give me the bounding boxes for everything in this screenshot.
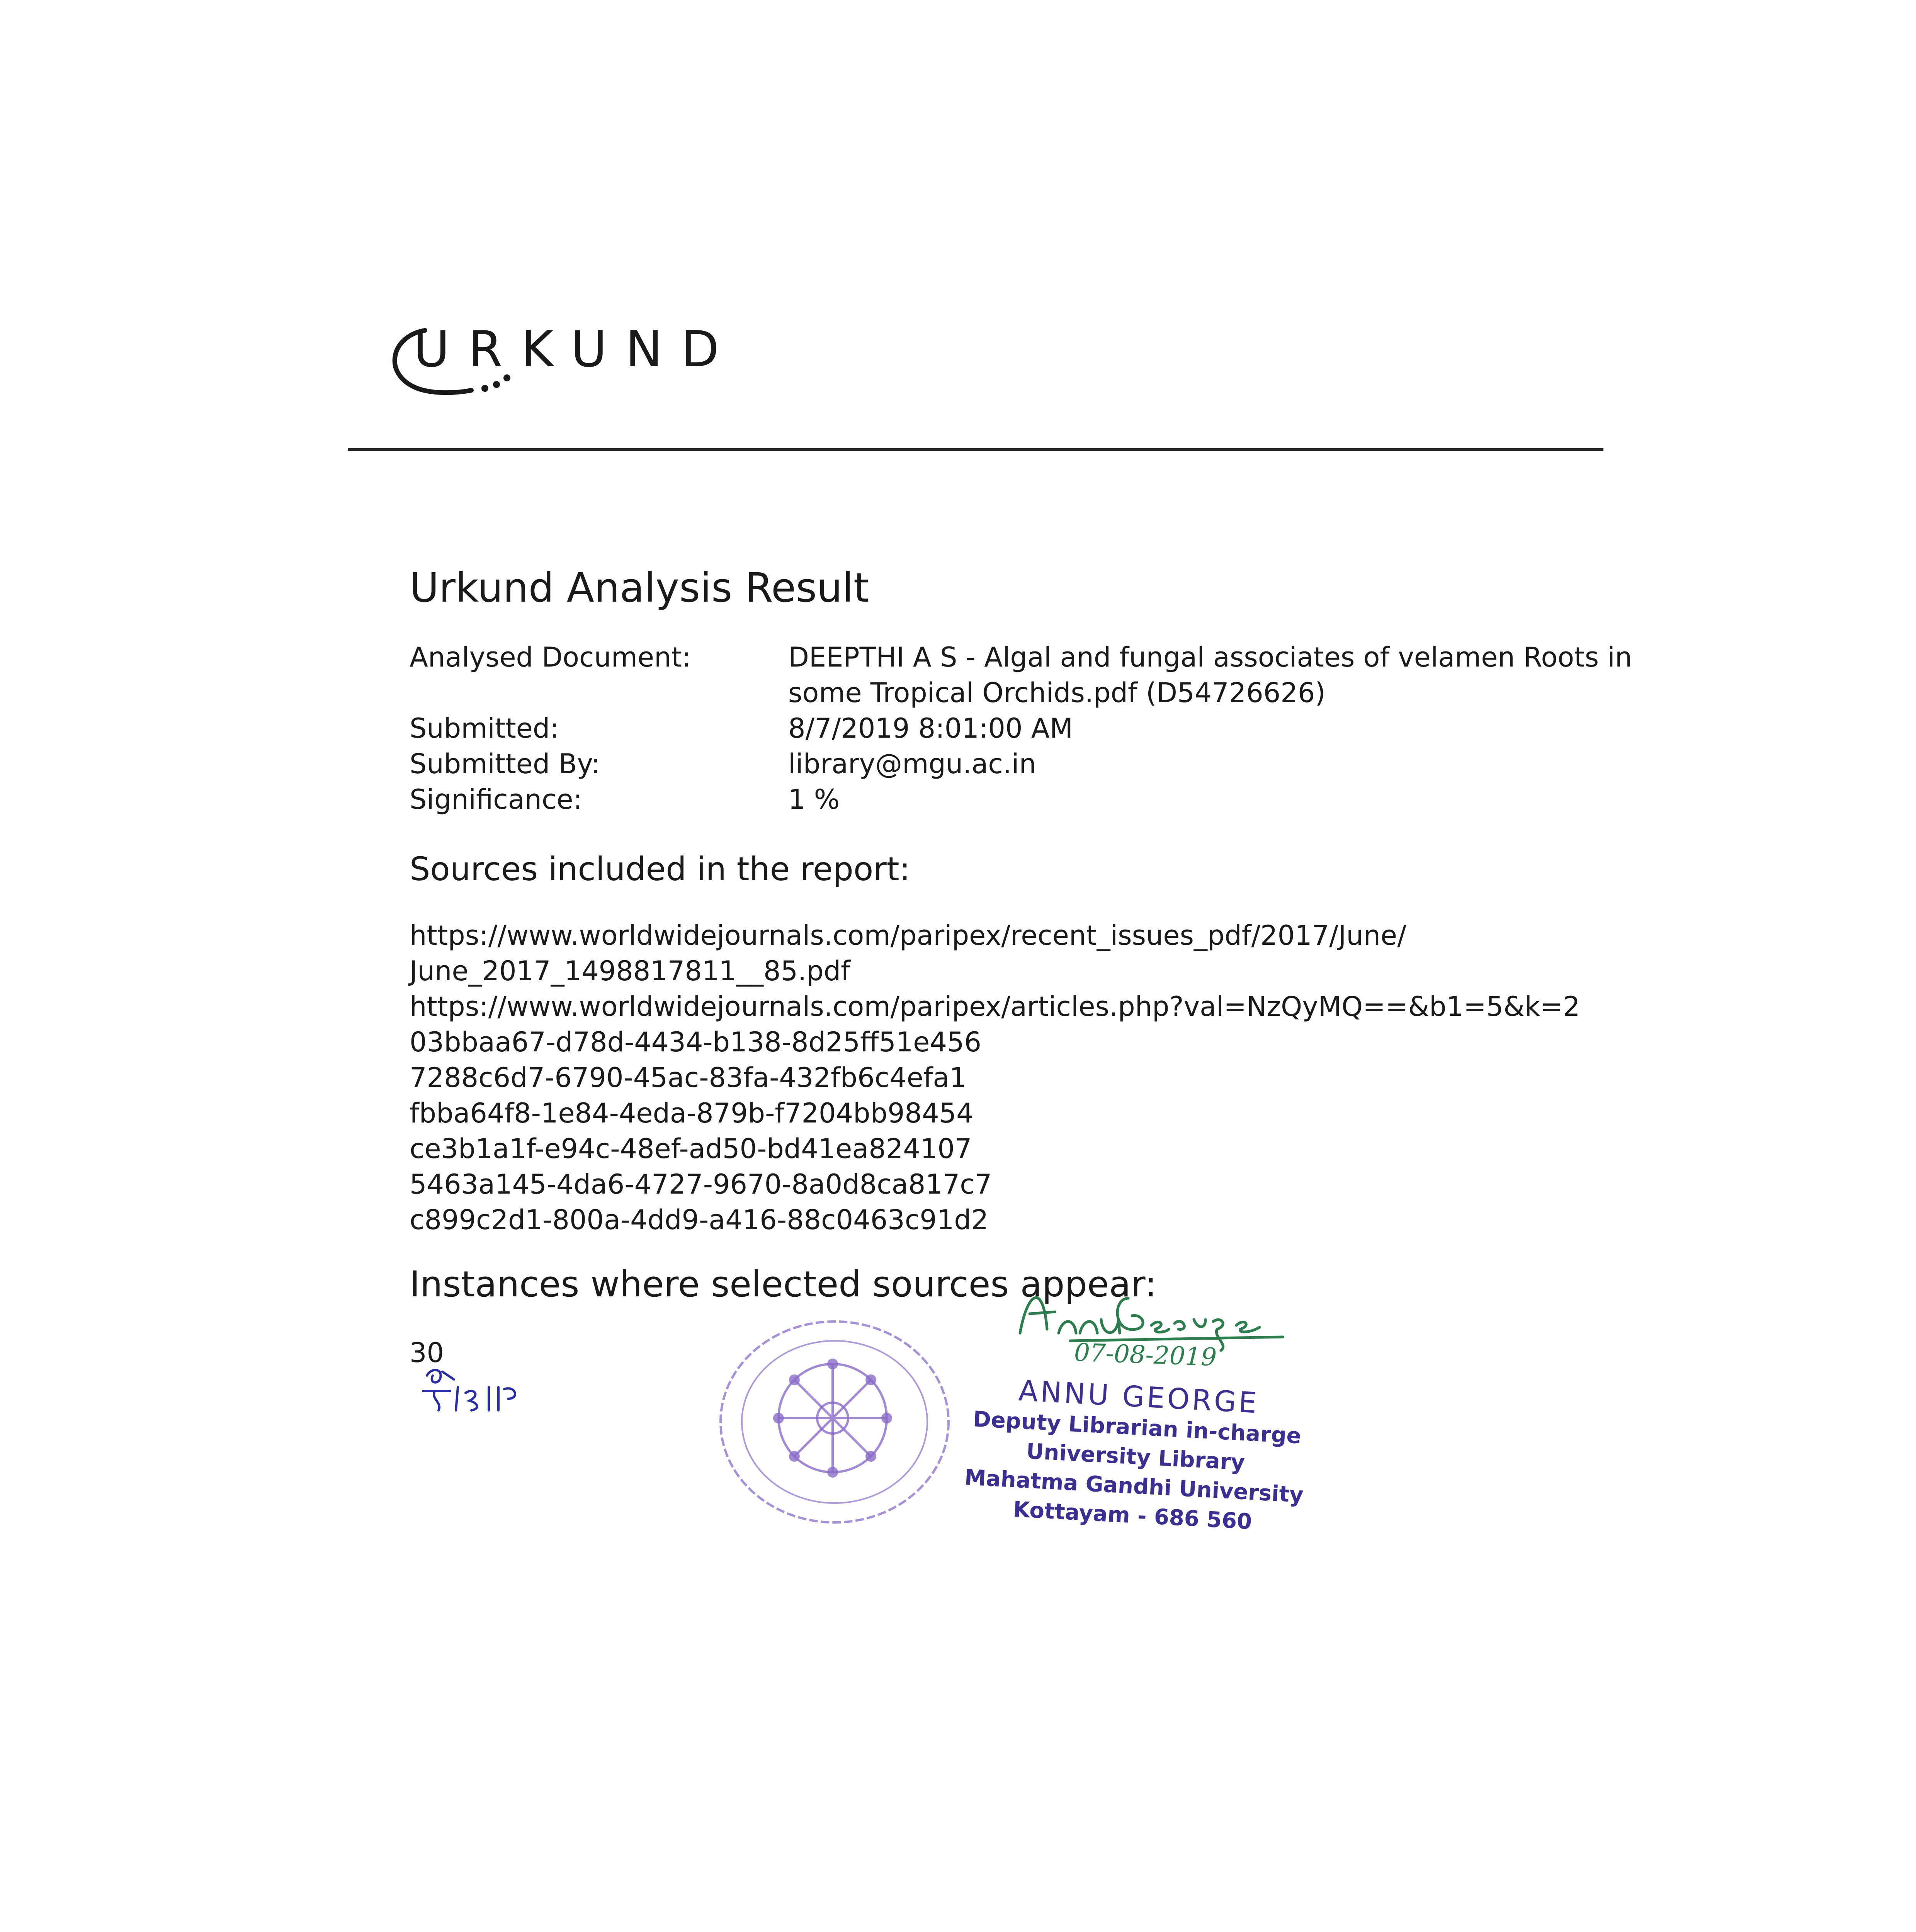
submitted-value: 8/7/2019 8:01:00 AM (788, 713, 1073, 744)
signature-icon (1012, 1275, 1306, 1352)
submitted-by-value: library@mgu.ac.in (788, 748, 1036, 780)
source-item: fbba64f8-1e84-4eda-879b-f7204bb98454 (410, 1097, 974, 1129)
seal-line-address: Kottayam - 686 560 (1012, 1497, 1253, 1535)
seal-line-university: Mahatma Gandhi University (964, 1465, 1304, 1508)
analysed-document-label: Analysed Document: (410, 641, 691, 673)
analysed-document-value-line-1: DEEPTHI A S - Algal and fungal associates of velamen Roots in (788, 641, 1632, 673)
page-title: Urkund Analysis Result (410, 564, 869, 611)
librarian-seal (958, 1372, 1313, 1540)
significance-value: 1 % (788, 784, 840, 815)
seal-line-library: University Library (1025, 1439, 1246, 1476)
submitted-label: Submitted: (410, 713, 559, 744)
significance-label: Significance: (410, 784, 583, 815)
sources-heading: Sources included in the report: (410, 850, 911, 888)
header-divider (348, 448, 1603, 451)
instances-heading: Instances where selected sources appear: (410, 1264, 1157, 1305)
submitted-by-label: Submitted By: (410, 748, 600, 780)
seal-name: ANNU GEORGE (1017, 1374, 1260, 1420)
university-seal-stamp-icon (711, 1314, 958, 1530)
analysed-document-value-line-2: some Tropical Orchids.pdf (D54726626) (788, 677, 1326, 709)
signature-date: 07-08-2019 (1073, 1338, 1217, 1372)
source-item: c899c2d1-800a-4dd9-a416-88c0463c91d2 (410, 1204, 989, 1236)
source-item: https://www.worldwidejournals.com/paripex/articles.php?val=NzQyMQ==&b1=5&k=2 (410, 991, 1580, 1022)
sources-list (410, 918, 1580, 1238)
source-item: June_2017_1498817811__85.pdf (410, 955, 850, 987)
logo-text: URKUND (413, 321, 738, 378)
seal-line-designation: Deputy Librarian in-charge (972, 1406, 1302, 1449)
source-item: 7288c6d7-6790-45ac-83fa-432fb6c4efa1 (410, 1062, 967, 1094)
source-item: 03bbaa67-d78d-4434-b138-8d25ff51e456 (410, 1026, 981, 1058)
instances-count: 30 (410, 1337, 444, 1369)
source-item: ce3b1a1f-e94c-48ef-ad50-bd41ea824107 (410, 1133, 972, 1165)
source-item: 5463a145-4da6-4727-9670-8a0d8ca817c7 (410, 1168, 992, 1200)
source-item: https://www.worldwidejournals.com/paripex/recent_issues_pdf/2017/June/ (410, 920, 1406, 951)
urkund-logo (367, 309, 792, 425)
handwritten-initials-icon (419, 1364, 527, 1418)
